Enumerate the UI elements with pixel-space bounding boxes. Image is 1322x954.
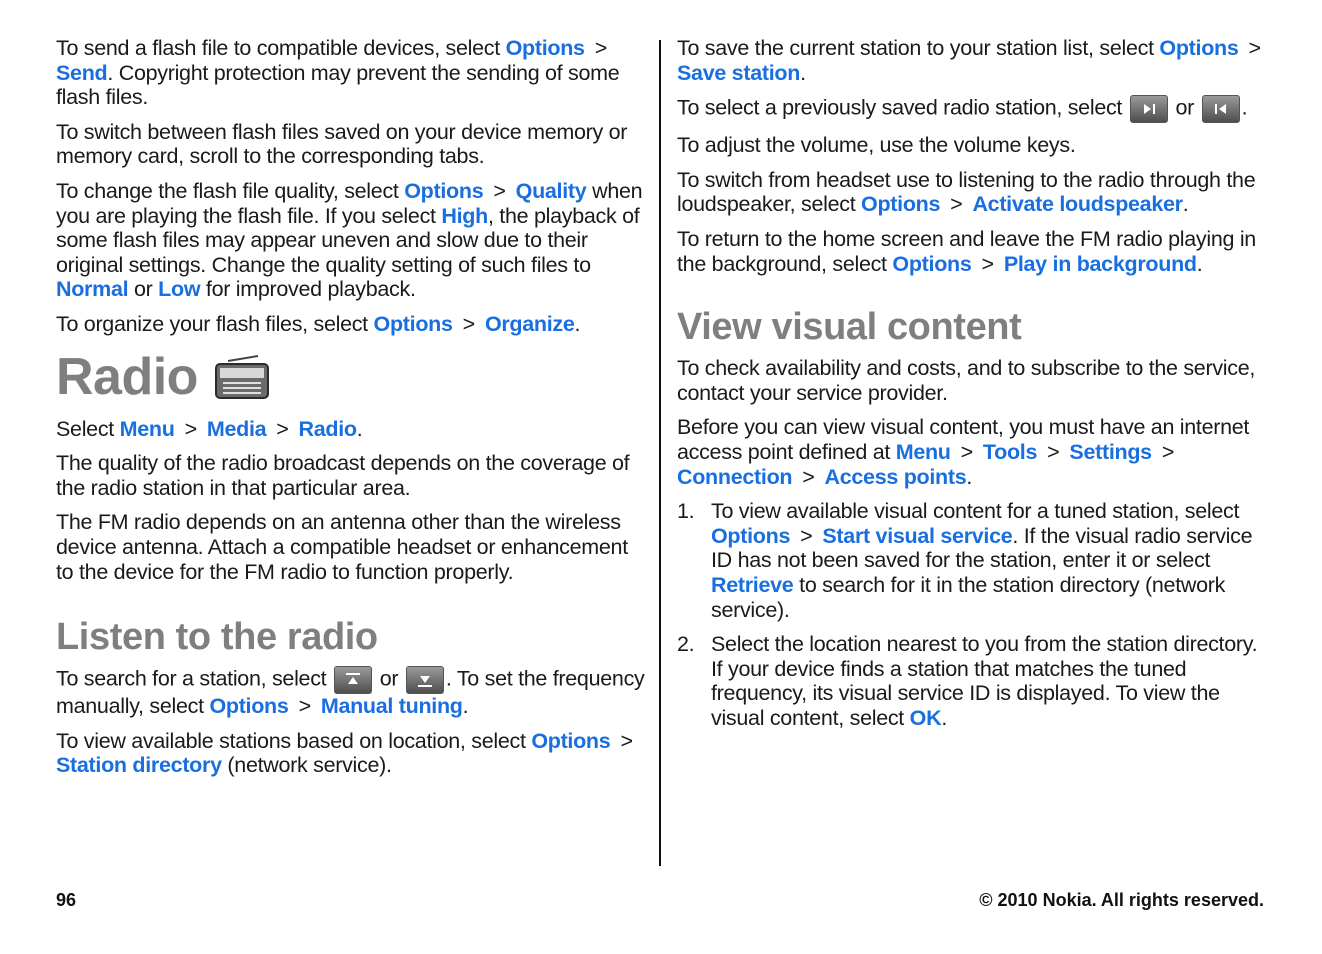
link-ok[interactable]: OK xyxy=(909,705,942,730)
paragraph-flash-quality: To change the flash file quality, select Options > Quality when you are playing the flash file. If you select High, the playback of some flash files may appear uneven and slow due to their original settings. Change the quality setting of such files to Normal or Low for improved playback. xyxy=(56,178,643,302)
link-start-visual-service[interactable]: Start visual service xyxy=(822,523,1013,548)
paragraph-station-directory: To view available stations based on location, select Options >Station directory (network service). xyxy=(56,728,633,778)
menu-separator: > xyxy=(298,694,311,719)
paragraph-availability: To check availability and costs, and to subscribe to the service, contact your service provider. xyxy=(677,356,1256,405)
link-media[interactable]: Media xyxy=(206,416,267,441)
link-low[interactable]: Low xyxy=(158,277,201,302)
column-divider xyxy=(659,40,661,866)
paragraph-switch-tabs: To switch between flash files saved on your device memory or memory card, scroll to the corresponding tabs. xyxy=(56,119,628,169)
link-play-in-background[interactable]: Play in background xyxy=(1003,251,1197,276)
next-station-icon[interactable] xyxy=(1130,95,1168,123)
listen-heading: Listen to the radio xyxy=(56,616,378,659)
link-tools[interactable]: Tools xyxy=(982,439,1038,464)
link-options[interactable]: Options xyxy=(209,694,289,719)
paragraph-antenna: The FM radio depends on an antenna other than the wireless device antenna. Attach a compatible headset or enhancement to the device for the FM radio to function properly. xyxy=(56,510,628,584)
list-item: 1. To view available visual content for a tuned station, select Options > Start visual service. If the visual radio service ID has not been saved for the station, enter it or select Retrieve to search for it in the station directory (network service). xyxy=(677,499,1253,622)
page-number: 96 xyxy=(56,890,77,910)
menu-separator: > xyxy=(594,36,607,60)
radio-icon xyxy=(214,354,270,400)
link-menu[interactable]: Menu xyxy=(895,439,951,464)
link-menu[interactable]: Menu xyxy=(119,416,175,441)
steps-list xyxy=(677,499,1273,730)
paragraph-send-flash: To send a flash file to compatible devices, select Options >Send. Copyright protection may prevent the sending of some flash files. xyxy=(56,36,620,110)
menu-separator: > xyxy=(800,523,813,548)
link-options[interactable]: Options xyxy=(1159,36,1239,60)
link-options[interactable]: Options xyxy=(892,251,972,276)
link-manual-tuning[interactable]: Manual tuning xyxy=(320,694,463,719)
link-normal[interactable]: Normal xyxy=(56,277,129,302)
link-retrieve[interactable]: Retrieve xyxy=(711,572,794,597)
paragraph-loudspeaker: To switch from headset use to listening to the radio through the loudspeaker, select Options > Activate loudspeaker. xyxy=(677,167,1256,217)
menu-separator: > xyxy=(620,728,633,753)
menu-separator: > xyxy=(1047,439,1060,464)
link-options[interactable]: Options xyxy=(404,178,484,203)
menu-separator: > xyxy=(981,251,994,276)
menu-separator: > xyxy=(1161,439,1175,464)
menu-separator: > xyxy=(184,416,197,441)
paragraph-quality-coverage: The quality of the radio broadcast depends on the coverage of the radio station in that particular area. xyxy=(56,451,630,500)
menu-separator: > xyxy=(462,311,475,336)
paragraph-organize: To organize your flash files, select Options > Organize. xyxy=(56,311,581,336)
paragraph-background: To return to the home screen and leave the FM radio playing in the background, select Options > Play in background. xyxy=(677,226,1256,276)
link-options[interactable]: Options xyxy=(373,311,453,336)
link-station-directory[interactable]: Station directory xyxy=(56,753,222,778)
list-item: 2. Select the location nearest to you from the station directory. If your device finds a station that matches the tuned frequency, its visual service ID is displayed. To view the visual content, select OK. xyxy=(677,632,1258,730)
copyright-notice: © 2010 Nokia. All rights reserved. xyxy=(979,890,1264,910)
link-options[interactable]: Options xyxy=(861,192,941,217)
link-activate-loudspeaker[interactable]: Activate loudspeaker xyxy=(972,192,1183,217)
seek-up-icon[interactable] xyxy=(334,666,372,694)
link-options[interactable]: Options xyxy=(505,36,585,60)
menu-separator: > xyxy=(1248,36,1261,60)
radio-heading: Radio xyxy=(56,347,648,407)
paragraph-select-saved: To select a previously saved radio station, select or . xyxy=(677,95,1273,123)
link-send[interactable]: Send xyxy=(56,60,108,85)
link-radio[interactable]: Radio xyxy=(298,416,357,441)
link-save-station[interactable]: Save station xyxy=(677,60,801,85)
menu-separator: > xyxy=(960,439,973,464)
left-column xyxy=(56,36,648,788)
link-settings[interactable]: Settings xyxy=(1069,439,1152,464)
seek-down-icon[interactable] xyxy=(406,666,444,694)
visual-content-heading: View visual content xyxy=(677,306,1022,349)
paragraph-volume: To adjust the volume, use the volume keys. xyxy=(677,133,1076,158)
link-quality[interactable]: Quality xyxy=(515,178,587,203)
menu-separator: > xyxy=(493,178,506,203)
paragraph-select-radio: Select Menu > Media > Radio. xyxy=(56,416,363,441)
menu-separator: > xyxy=(276,416,289,441)
menu-separator: > xyxy=(950,192,963,217)
paragraph-access-point: Before you can view visual content, you must have an internet access point defined at Menu > Tools > Settings >Connection > Access points. xyxy=(677,415,1250,489)
previous-station-icon[interactable] xyxy=(1202,95,1240,123)
link-organize[interactable]: Organize xyxy=(484,311,575,336)
link-connection[interactable]: Connection xyxy=(677,464,793,489)
link-access-points[interactable]: Access points xyxy=(824,464,967,489)
link-options[interactable]: Options xyxy=(531,728,611,753)
menu-separator: > xyxy=(802,464,815,489)
link-high[interactable]: High xyxy=(441,203,488,228)
paragraph-save-station: To save the current station to your station list, select Options >Save station. xyxy=(677,36,1261,85)
link-options[interactable]: Options xyxy=(711,523,791,548)
paragraph-search-station: To search for a station, select or . To set the frequency manually, select Options > Manual tuning. xyxy=(56,666,645,719)
right-column xyxy=(677,36,1273,740)
